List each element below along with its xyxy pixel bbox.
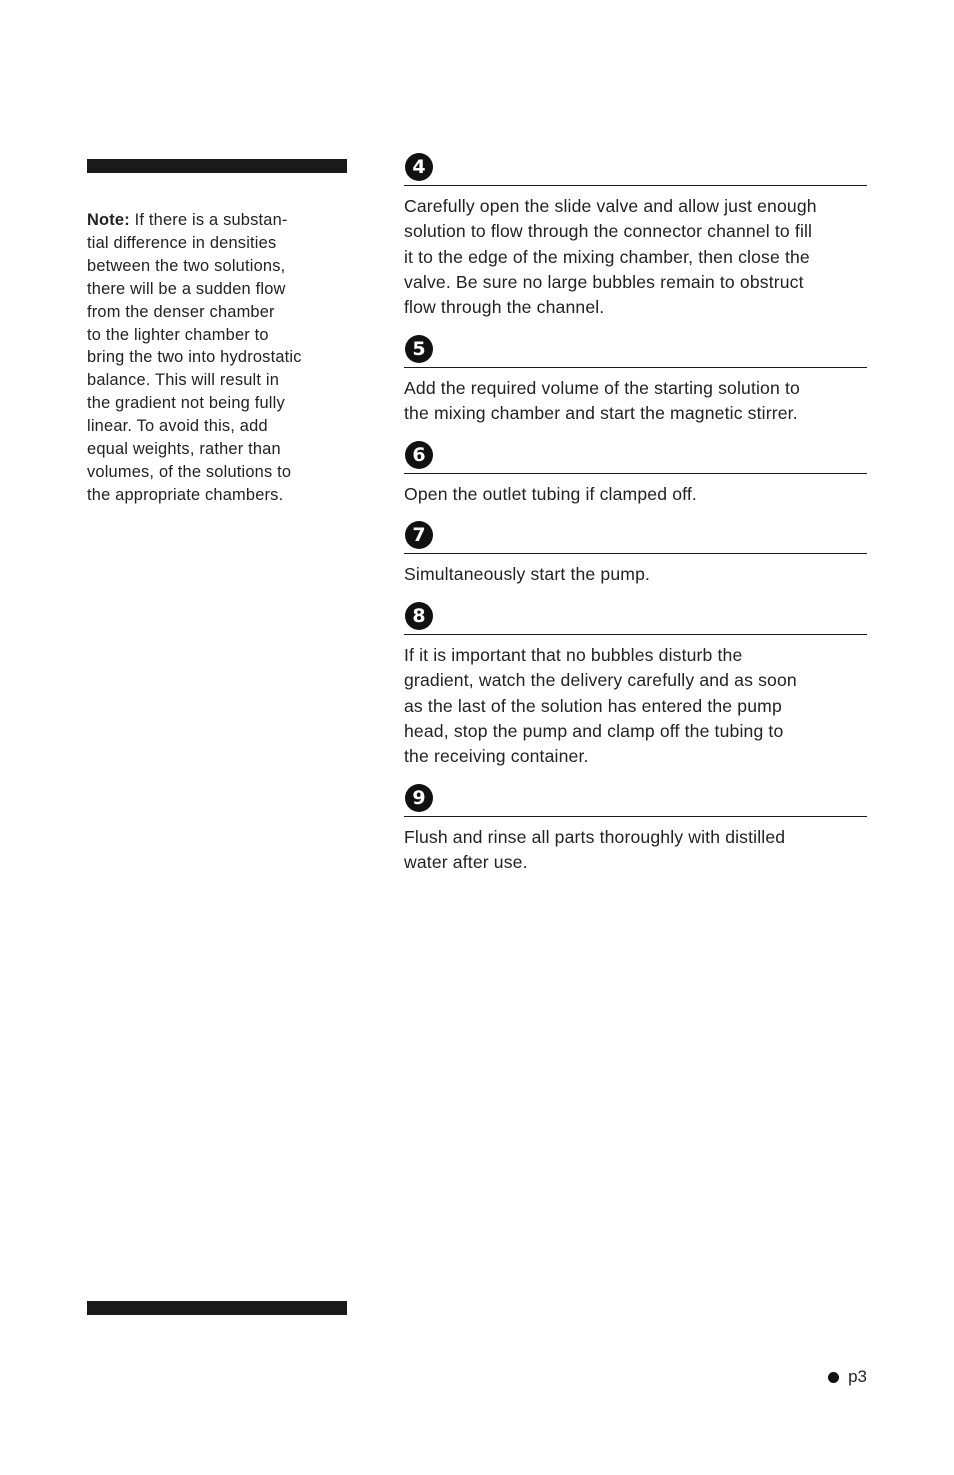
step-text	[404, 194, 867, 320]
step-text-line: gradient, watch the delivery carefully and as soon	[404, 670, 797, 691]
step-number-badge: 4	[405, 153, 433, 181]
step-text	[404, 825, 867, 876]
step-text-line: solution to flow through the connector channel to fill	[404, 221, 813, 242]
step-number-badge: 9	[405, 784, 433, 812]
step-number-badge: 6	[405, 441, 433, 469]
step-text-line: If it is important that no bubbles disturb the	[404, 645, 743, 665]
step-text-line: as the last of the solution has entered the pump	[404, 695, 782, 716]
step-text-line: valve. Be sure no large bubbles remain to obstruct	[404, 271, 804, 292]
step-header	[404, 523, 867, 554]
step-header	[404, 155, 867, 186]
note-text-line: there will be a sudden flow	[87, 279, 286, 298]
step-text-line: the mixing chamber and start the magnetic stirrer.	[404, 403, 798, 424]
note-label: Note:	[87, 211, 130, 229]
note-text-line: from the denser chamber	[87, 302, 275, 321]
step-text	[404, 562, 867, 587]
step-text-line: flow through the channel.	[404, 297, 605, 318]
step-header	[404, 337, 867, 368]
step-header	[404, 604, 867, 635]
step-4	[404, 155, 867, 320]
step-text-line: Carefully open the slide valve and allow just enough	[404, 196, 817, 216]
step-6	[404, 443, 867, 507]
step-text-line: Add the required volume of the starting solution to	[404, 378, 800, 398]
note-text-line: bring the two into hydrostatic	[87, 348, 302, 367]
bullet-dot-icon	[828, 1372, 839, 1383]
step-text	[404, 643, 867, 769]
note-text-line: tial difference in densities	[87, 233, 277, 252]
step-text-line: the receiving container.	[404, 746, 589, 767]
top-divider-bar	[87, 159, 347, 173]
note-text-line: equal weights, rather than	[87, 440, 281, 459]
step-9	[404, 786, 867, 876]
step-number-badge: 5	[405, 335, 433, 363]
step-text-line: Simultaneously start the pump.	[404, 564, 651, 584]
page-number-label: p3	[848, 1367, 867, 1386]
step-text	[404, 376, 867, 427]
step-text	[404, 482, 867, 507]
step-header	[404, 786, 867, 817]
step-text-line: it to the edge of the mixing chamber, then close the	[404, 246, 810, 267]
step-text-line: Open the outlet tubing if clamped off.	[404, 484, 697, 504]
note-text-line: the gradient not being fully	[87, 394, 285, 413]
step-number-badge: 8	[405, 602, 433, 630]
note-text-line: to the lighter chamber to	[87, 325, 269, 344]
page-number	[828, 1366, 867, 1388]
step-number-badge: 7	[405, 521, 433, 549]
note-text-line: the appropriate chambers.	[87, 485, 284, 504]
step-text-line: head, stop the pump and clamp off the tubing to	[404, 720, 784, 741]
step-7	[404, 523, 867, 587]
step-text-line: Flush and rinse all parts thoroughly with distilled	[404, 827, 786, 847]
sidebar-note	[87, 209, 327, 507]
bottom-divider-bar	[87, 1301, 347, 1315]
note-text-line: linear. To avoid this, add	[87, 417, 268, 436]
note-first-line	[87, 209, 327, 232]
step-8	[404, 604, 867, 769]
step-5	[404, 337, 867, 427]
note-text-line: If there is a substan-	[129, 211, 288, 229]
step-header	[404, 443, 867, 474]
note-text-line: balance. This will result in	[87, 371, 280, 390]
step-text-line: water after use.	[404, 852, 528, 873]
note-text-line: between the two solutions,	[87, 256, 286, 275]
note-text-line: volumes, of the solutions to	[87, 462, 292, 481]
